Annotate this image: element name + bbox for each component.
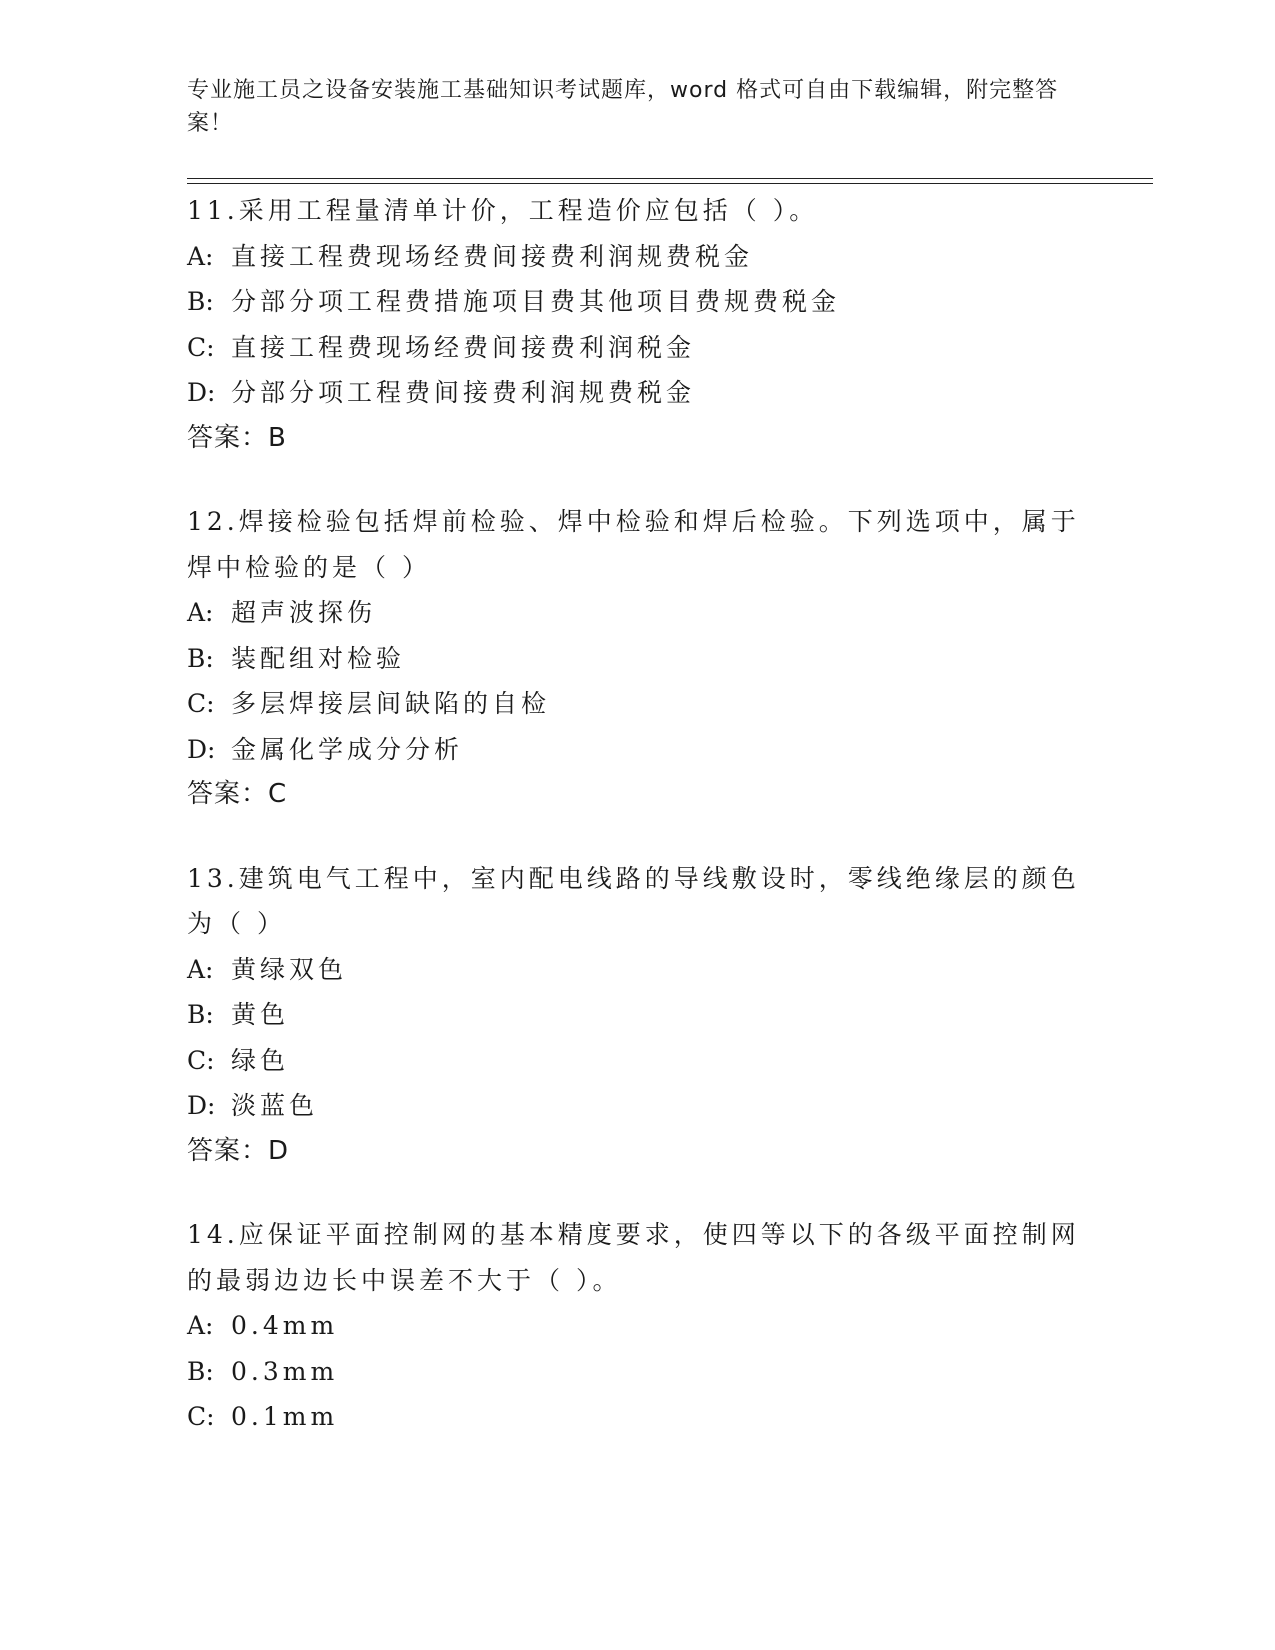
answer-line: 答案：B <box>187 422 287 453</box>
option-b <box>187 1349 1087 1395</box>
option-text: 超声波探伤 <box>231 598 377 627</box>
option-letter: C: <box>187 332 215 362</box>
option-a <box>187 590 1087 636</box>
option-b <box>187 636 1087 682</box>
header-rule-top <box>187 178 1153 179</box>
option-text: 金属化学成分分析 <box>231 734 464 764</box>
option-c <box>187 1394 1087 1440</box>
option-letter: C: <box>187 689 215 718</box>
question-text: 13.建筑电气工程中，室内配电线路的导线敷设时，零线绝缘层的颜色为（ ） <box>187 863 1080 938</box>
option-letter: A: <box>187 241 214 271</box>
question-text: 12.焊接检验包括焊前检验、焊中检验和焊后检验。下列选项中，属于焊中检验的是（ ） <box>187 507 1080 582</box>
question-14 <box>187 1212 1087 1440</box>
option-letter: B: <box>187 1356 214 1386</box>
option-letter: B: <box>187 1000 214 1029</box>
option-a <box>187 234 1087 280</box>
option-text: 黄色 <box>231 1000 290 1029</box>
option-a <box>187 947 1087 993</box>
option-c <box>187 325 1087 371</box>
question-list <box>187 188 1087 1478</box>
question-11 <box>187 188 1087 461</box>
option-text: 分部分项工程费间接费利润规费税金 <box>231 378 696 407</box>
option-text: 多层焊接层间缺陷的自检 <box>231 689 551 718</box>
option-b <box>187 992 1087 1038</box>
option-c <box>187 681 1087 727</box>
option-letter: A: <box>187 954 214 984</box>
option-letter: B: <box>187 643 214 673</box>
document-header: 专业施工员之设备安装施工基础知识考试题库，word 格式可自由下载编辑，附完整答案！ <box>187 78 1059 136</box>
answer-line: 答案：D <box>187 1135 290 1166</box>
option-letter: C: <box>187 1402 215 1431</box>
option-letter: D: <box>187 378 216 407</box>
option-letter: A: <box>187 1311 214 1340</box>
option-d <box>187 370 1087 416</box>
question-12 <box>187 499 1087 818</box>
option-text: 装配组对检验 <box>231 643 406 673</box>
option-letter: A: <box>187 598 214 627</box>
option-text: 0.4mm <box>231 1311 339 1340</box>
option-d <box>187 1083 1087 1129</box>
header-rule-bottom <box>187 183 1153 184</box>
option-letter: C: <box>187 1045 215 1075</box>
option-a <box>187 1303 1087 1349</box>
question-text: 11.采用工程量清单计价，工程造价应包括（ ）。 <box>187 196 819 225</box>
option-text: 淡蓝色 <box>231 1091 319 1120</box>
option-letter: D: <box>187 734 216 764</box>
option-letter: B: <box>187 287 214 316</box>
option-letter: D: <box>187 1091 216 1120</box>
option-c <box>187 1038 1087 1084</box>
option-text: 直接工程费现场经费间接费利润规费税金 <box>231 241 754 271</box>
question-13 <box>187 856 1087 1175</box>
option-b <box>187 279 1087 325</box>
question-text: 14.应保证平面控制网的基本精度要求，使四等以下的各级平面控制网的最弱边边长中误差不大于（ ）。 <box>187 1220 1080 1295</box>
option-text: 0.3mm <box>231 1356 339 1386</box>
option-text: 黄绿双色 <box>231 954 348 984</box>
option-d <box>187 727 1087 773</box>
option-text: 绿色 <box>231 1045 290 1075</box>
option-text: 0.1mm <box>231 1402 339 1431</box>
option-text: 分部分项工程费措施项目费其他项目费规费税金 <box>231 287 841 316</box>
answer-line: 答案：C <box>187 779 288 809</box>
option-text: 直接工程费现场经费间接费利润税金 <box>231 332 696 362</box>
